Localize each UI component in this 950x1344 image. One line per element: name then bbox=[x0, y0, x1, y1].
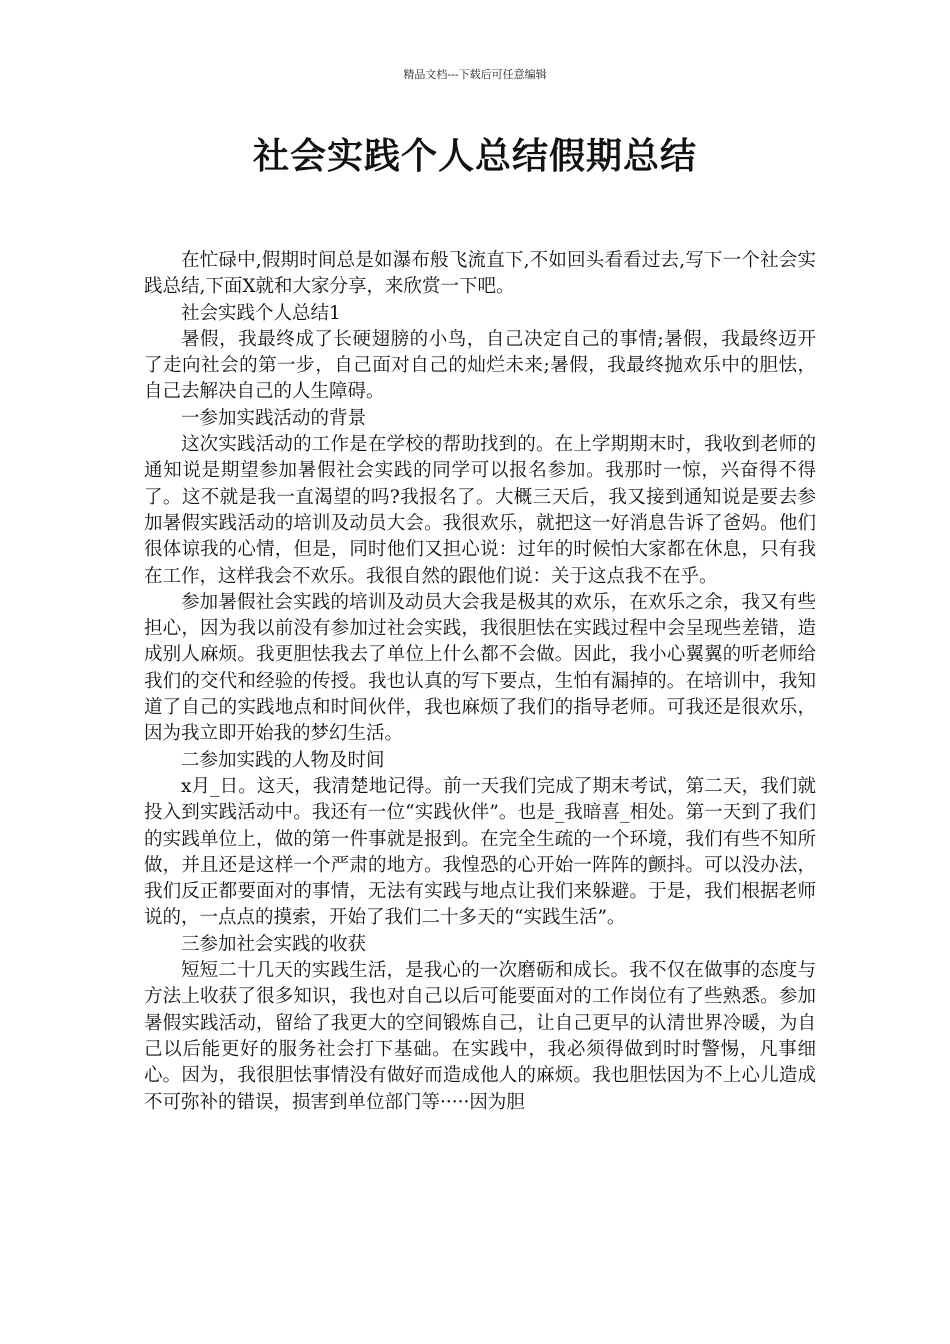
section-heading-summary-1: 社会实践个人总结1 bbox=[181, 302, 341, 324]
paragraph: x月_日。这天，我清楚地记得。前一天我们完成了期末考试，第二天，我们就投入到实践活动中。我还有一位“实践伙伴”。也是_我暗喜_相处。第一天到了我们的实践单位上，做的第一件事就是报到。在完全生疏的一个环境，我们有些不知所做，并且还是这样一个严肃的地方。我惶恐的心开始一阵阵的颤抖。可以没办法，我们反正都要面对的事情，无法有实践与地点让我们来躲避。于是，我们根据老师说的，一点点的摸索，开始了我们二十多天的“实践生活”。 bbox=[144, 775, 816, 929]
page-header: 精品文档---下载后可任意编辑 bbox=[403, 68, 547, 81]
section-heading-people-time: 二参加实践的人物及时间 bbox=[181, 749, 385, 771]
paragraph: 短短二十几天的实践生活，是我心的一次磨砺和成长。我不仅在做事的态度与方法上收获了很多知识，我也对自己以后可能要面对的工作岗位有了些熟悉。参加暑假实践活动，留给了我更大的空间锻炼自己，让自己更早的认清世界冷暖，为自己以后能更好的服务社会打下基础。在实践中，我必须得做到时时警惕，凡事细心。因为，我很胆怯事情没有做好而造成他人的麻烦。我也胆怯因为不上心儿造成不可弥补的错误，损害到单位部门等·····因为胆 bbox=[144, 960, 816, 1113]
paragraph: 参加暑假社会实践的培训及动员大会我是极其的欢乐，在欢乐之余，我又有些担心，因为我以前没有参加过社会实践，我很胆怯在实践过程中会呈现些差错，造成别人麻烦。我更胆怯我去了单位上什么都不会做。因此，我小心翼翼的听老师给我们的交代和经验的传授。我也认真的写下要点，生怕有漏掉的。在培训中，我知道了自己的实践地点和时间伙伴，我也麻烦了我们的指导老师。可我还是很欢乐，因为我立即开始我的梦幻生活。 bbox=[144, 591, 816, 745]
section-heading-background: 一参加实践活动的背景 bbox=[181, 407, 367, 429]
document-body bbox=[144, 248, 816, 1116]
paragraph-intro: 在忙碌中,假期时间总是如瀑布般飞流直下,不如回头看看过去,写下一个社会实践总结,下面X就和大家分享，来欣赏一下吧。 bbox=[144, 250, 816, 298]
section-heading-harvest: 三参加社会实践的收获 bbox=[181, 933, 367, 955]
paragraph: 这次实践活动的工作是在学校的帮助找到的。在上学期期末时，我收到老师的通知说是期望参加暑假社会实践的同学可以报名参加。我那时一惊，兴奋得不得了。这不就是我一直渴望的吗?我报名了。大概三天后，我又接到通知说是要去参加暑假实践活动的培训及动员大会。我很欢乐，就把这一好消息告诉了爸妈。他们很体谅我的心情，但是，同时他们又担心说：过年的时候怕大家都在休息，只有我在工作，这样我会不欢乐。我很自然的跟他们说：关于这点我不在乎。 bbox=[144, 434, 816, 587]
paragraph: 暑假，我最终成了长硬翅膀的小鸟，自己决定自己的事情;暑假，我最终迈开了走向社会的第一步，自己面对自己的灿烂未来;暑假，我最终抛欢乐中的胆怯，自己去解决自己的人生障碍。 bbox=[144, 328, 816, 403]
document-title: 社会实践个人总结假期总结 bbox=[252, 136, 697, 177]
